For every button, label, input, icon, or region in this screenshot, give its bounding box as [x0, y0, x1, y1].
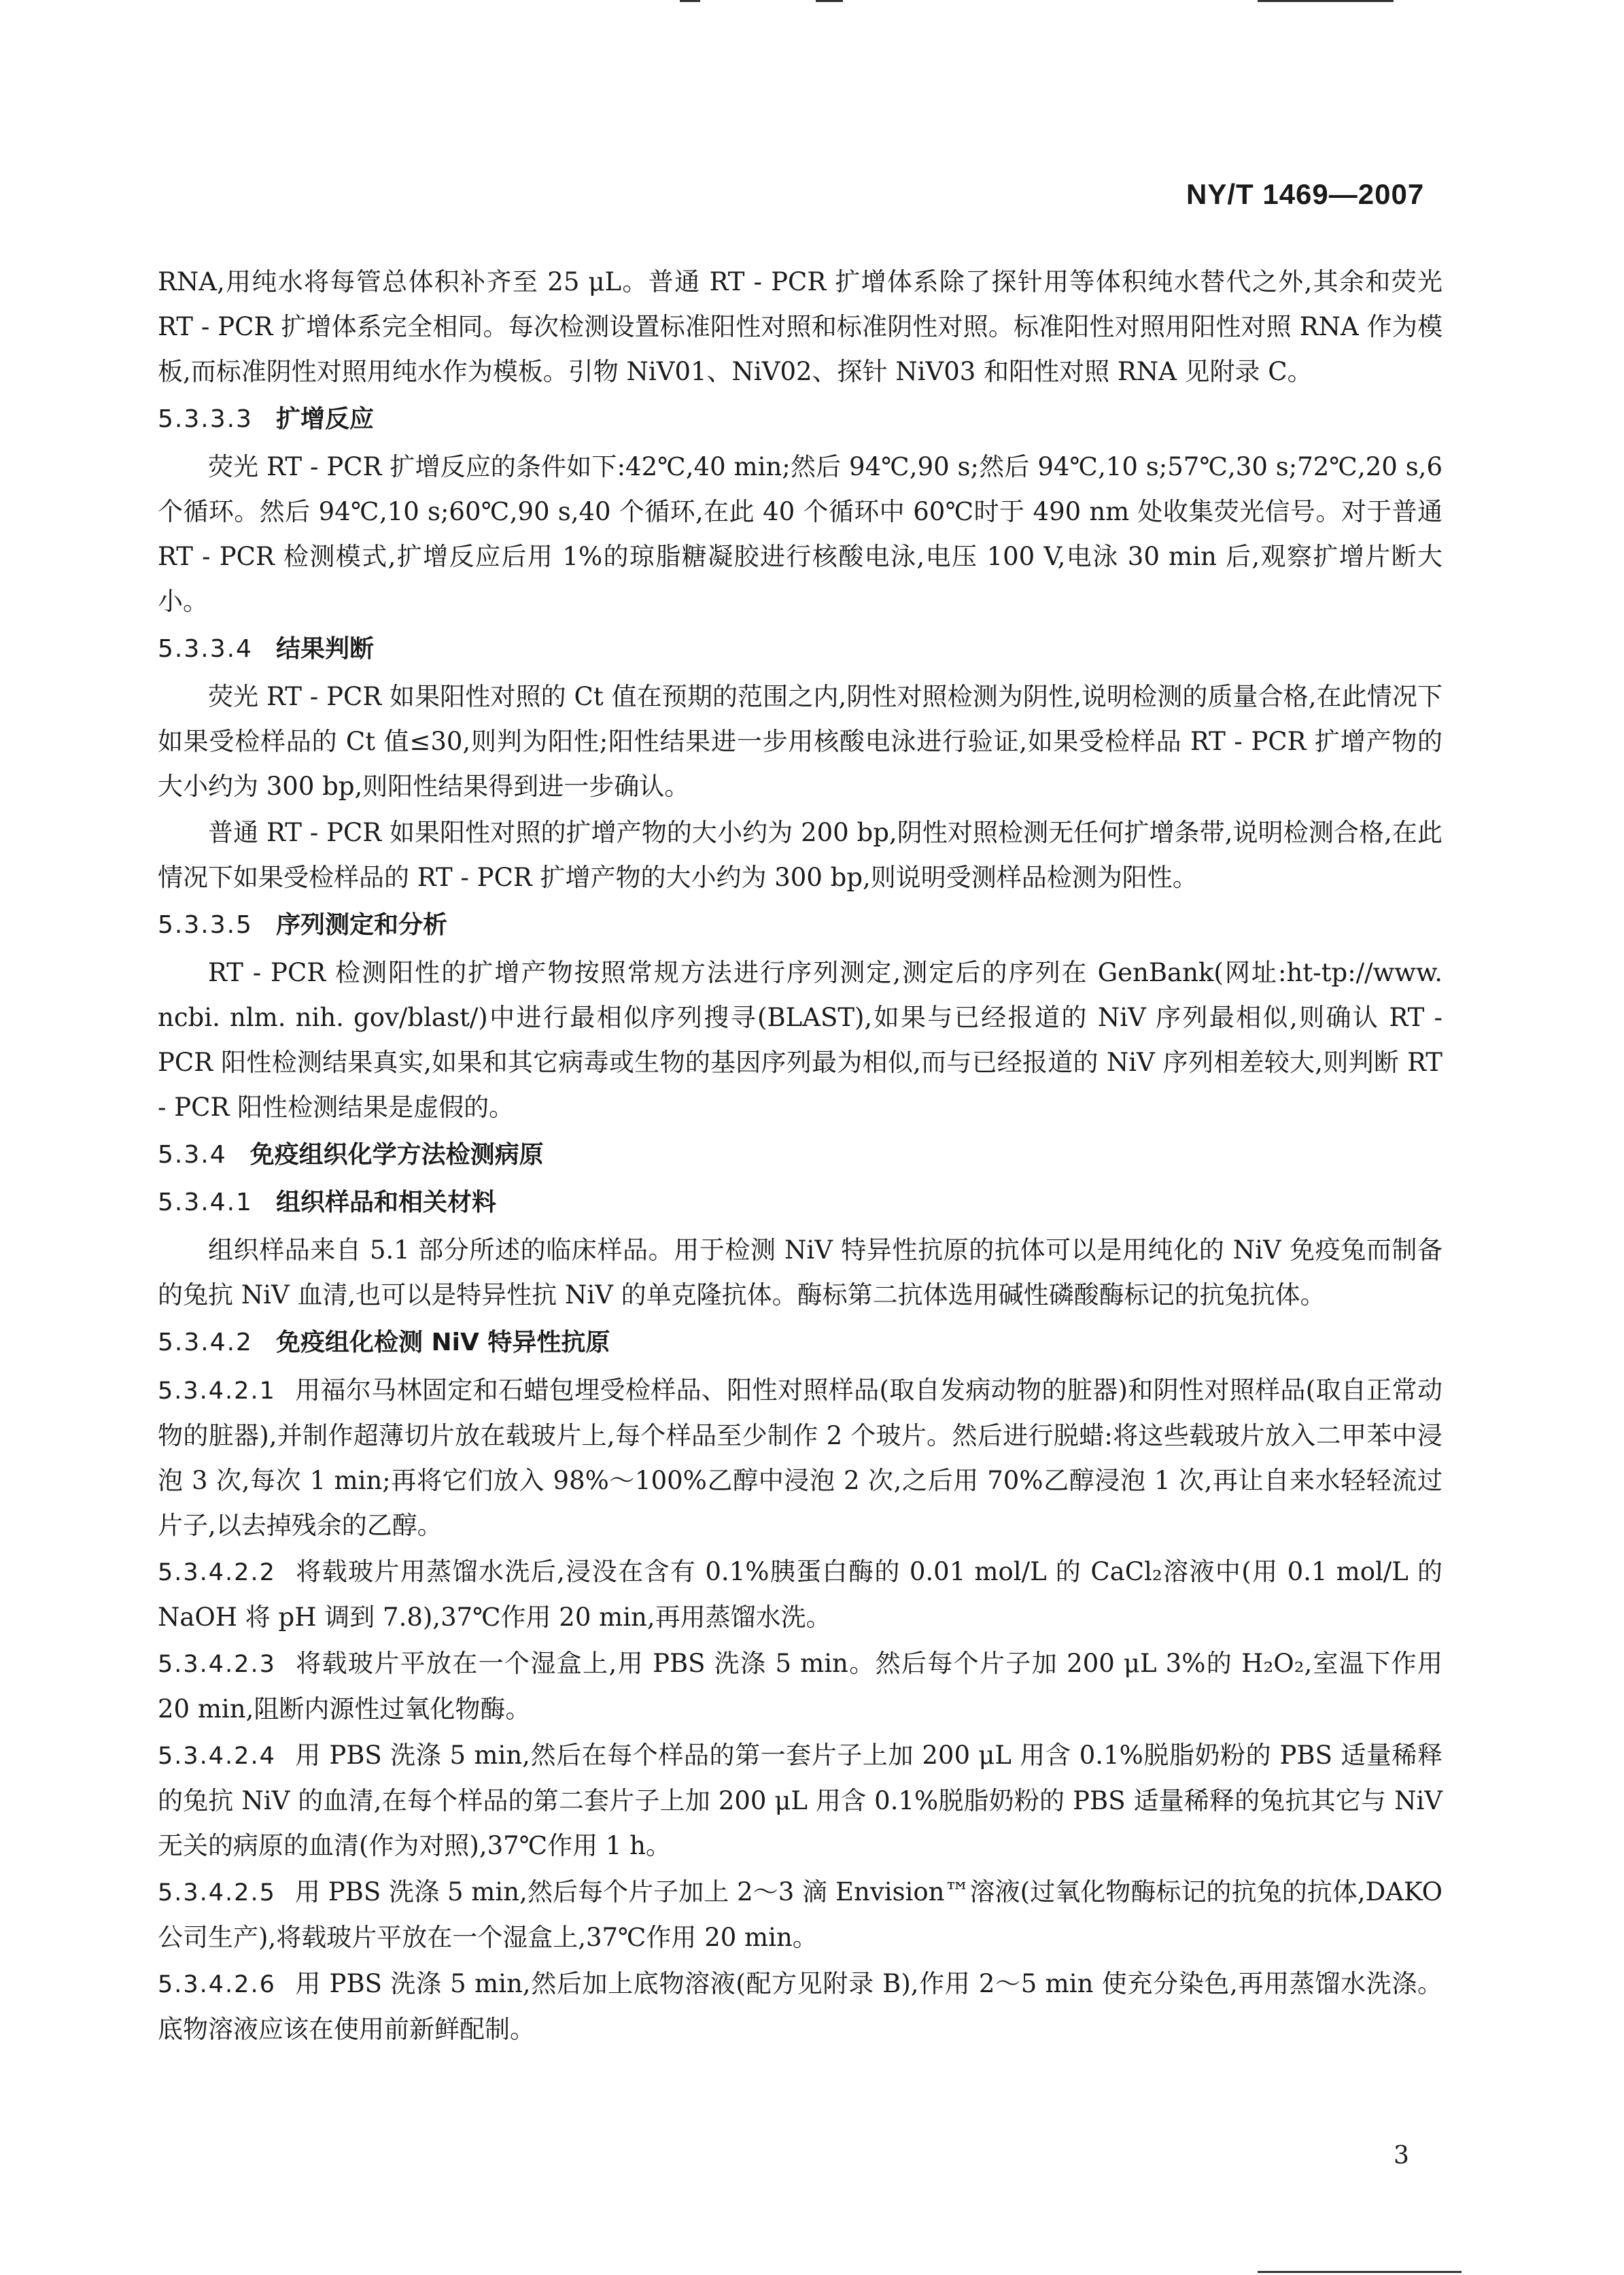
section-number: 5.3.4.2 — [158, 1329, 253, 1356]
numbered-step — [158, 1368, 1442, 1548]
paragraph: 组织样品来自 5.1 部分所述的临床样品。用于检测 NiV 特异性抗原的抗体可以是用纯化的 NiV 免疫兔而制备的兔抗 NiV 血清,也可以是特异性抗 NiV 的单克隆抗体。酶标第二抗体选用碱性磷酸酶标记的抗兔抗体。 — [158, 1235, 1442, 1310]
crop-mark — [680, 0, 700, 2]
step-text: 用 PBS 洗涤 5 min,然后加上底物溶液(配方见附录 B),作用 2～5 min 使充分染色,再用蒸馏水洗涤。底物溶液应该在使用前新鲜配制。 — [158, 1969, 1442, 2044]
step-text: 用 PBS 洗涤 5 min,然后在每个样品的第一套片子上加 200 μL 用含 0.1%脱脂奶粉的 PBS 适量稀释的兔抗 NiV 的血清,在每个样品的第二套片子上加 200 μL 用含 0.1%脱脂奶粉的 PBS 适量稀释的兔抗其它与 NiV 无关的病原的血清(作为对照),37℃作用 1 h。 — [158, 1741, 1442, 1860]
step-text: 将载玻片用蒸馏水洗后,浸没在含有 0.1%胰蛋白酶的 0.01 mol/L 的 CaCl₂溶液中(用 0.1 mol/L 的 NaOH 将 pH 调到 7.8),37℃作用 20 min,再用蒸馏水洗。 — [158, 1557, 1442, 1632]
numbered-step — [158, 1641, 1442, 1732]
section-heading — [158, 627, 1442, 672]
section-number: 5.3.4 — [158, 1141, 227, 1169]
document-body — [158, 260, 1442, 2053]
step-number: 5.3.4.2.3 — [158, 1651, 276, 1678]
step-number: 5.3.4.2.5 — [158, 1879, 276, 1906]
crop-mark — [1258, 0, 1394, 2]
section-heading — [158, 1133, 1442, 1178]
section-number: 5.3.3.4 — [158, 635, 253, 663]
section-title: 组织样品和相关材料 — [275, 1188, 496, 1216]
step-text: 用福尔马林固定和石蜡包埋受检样品、阳性对照样品(取自发病动物的脏器)和阴性对照样品(取自正常动物的脏器),并制作超薄切片放在载玻片上,每个样品至少制作 2 个玻片。然后进行脱蜡:将这些载玻片放入二甲苯中浸泡 3 次,每次 1 min;再将它们放入 98%～100%乙醇中浸泡 2 次,之后用 70%乙醇浸泡 1 次,再让自来水轻轻流过片子,以去掉残余的乙醇。 — [158, 1375, 1442, 1540]
section-title: 序列测定和分析 — [275, 911, 447, 939]
section-number: 5.3.3.5 — [158, 911, 253, 939]
paragraph: RNA,用纯水将每管总体积补齐至 25 μL。普通 RT - PCR 扩增体系除了探针用等体积纯水替代之外,其余和荧光 RT - PCR 扩增体系完全相同。每次检测设置标准阳性对照和标准阴性对照。标准阳性对照用阳性对照 RNA 作为模板,而标准阴性对照用纯水作为模板。引物 NiV01、NiV02、探针 NiV03 和阳性对照 RNA 见附录 C。 — [158, 267, 1442, 386]
section-heading — [158, 397, 1442, 442]
section-title: 结果判断 — [275, 635, 374, 663]
numbered-step — [158, 1733, 1442, 1868]
section-number: 5.3.4.1 — [158, 1188, 253, 1216]
paragraph: 荧光 RT - PCR 扩增反应的条件如下:42℃,40 min;然后 94℃,90 s;然后 94℃,10 s;57℃,30 s;72℃,20 s,6 个循环。然后 94℃,10 s;60℃,90 s,40 个循环,在此 40 个循环中 60℃时于 490 nm 处收集荧光信号。对于普通 RT - PCR 检测模式,扩增反应后用 1%的琼脂糖凝胶进行核酸电泳,电压 100 V,电泳 30 min 后,观察扩增片断大小。 — [158, 452, 1442, 616]
numbered-step — [158, 1870, 1442, 1960]
section-heading — [158, 903, 1442, 948]
step-number: 5.3.4.2.1 — [158, 1378, 276, 1405]
section-title: 扩增反应 — [275, 405, 374, 433]
step-text: 用 PBS 洗涤 5 min,然后每个片子加上 2～3 滴 Envision™溶液(过氧化物酶标记的抗兔的抗体,DAKO 公司生产),将载玻片平放在一个湿盒上,37℃作用 20 min。 — [158, 1877, 1442, 1952]
page-number: 3 — [1394, 2142, 1409, 2170]
crop-mark — [1258, 2271, 1462, 2273]
section-title: 免疫组织化学方法检测病原 — [249, 1141, 544, 1169]
section-heading — [158, 1320, 1442, 1365]
numbered-step — [158, 1962, 1442, 2052]
section-title: 免疫组化检测 NiV 特异性抗原 — [275, 1329, 610, 1356]
step-number: 5.3.4.2.6 — [158, 1971, 276, 1998]
step-number: 5.3.4.2.2 — [158, 1559, 276, 1586]
crop-mark — [816, 0, 843, 2]
section-heading — [158, 1180, 1442, 1225]
paragraph: 普通 RT - PCR 如果阳性对照的扩增产物的大小约为 200 bp,阴性对照检测无任何扩增条带,说明检测合格,在此情况下如果受检样品的 RT - PCR 扩增产物的大小约为 300 bp,则说明受测样品检测为阳性。 — [158, 818, 1442, 892]
standard-number: NY/T 1469—2007 — [1186, 178, 1425, 210]
step-number: 5.3.4.2.4 — [158, 1743, 276, 1770]
step-text: 将载玻片平放在一个湿盒上,用 PBS 洗涤 5 min。然后每个片子加 200 μL 3%的 H₂O₂,室温下作用 20 min,阻断内源性过氧化物酶。 — [158, 1649, 1442, 1724]
section-number: 5.3.3.3 — [158, 405, 253, 433]
paragraph: 荧光 RT - PCR 如果阳性对照的 Ct 值在预期的范围之内,阴性对照检测为阴性,说明检测的质量合格,在此情况下如果受检样品的 Ct 值≤30,则判为阳性;阳性结果进一步用核酸电泳进行验证,如果受检样品 RT - PCR 扩增产物的大小约为 300 bp,则阳性结果得到进一步确认。 — [158, 682, 1442, 801]
numbered-step — [158, 1550, 1442, 1640]
paragraph: RT - PCR 检测阳性的扩增产物按照常规方法进行序列测定,测定后的序列在 GenBank(网址:ht-tp://www. ncbi. nlm. nih. gov/blast/)中进行最相似序列搜寻(BLAST),如果与已经报道的 NiV 序列最相似,则确认 RT - PCR 阳性检测结果真实,如果和其它病毒或生物的基因序列最为相似,而与已经报道的 NiV 序列相差较大,则判断 RT - PCR 阳性检测结果是虚假的。 — [158, 958, 1442, 1122]
